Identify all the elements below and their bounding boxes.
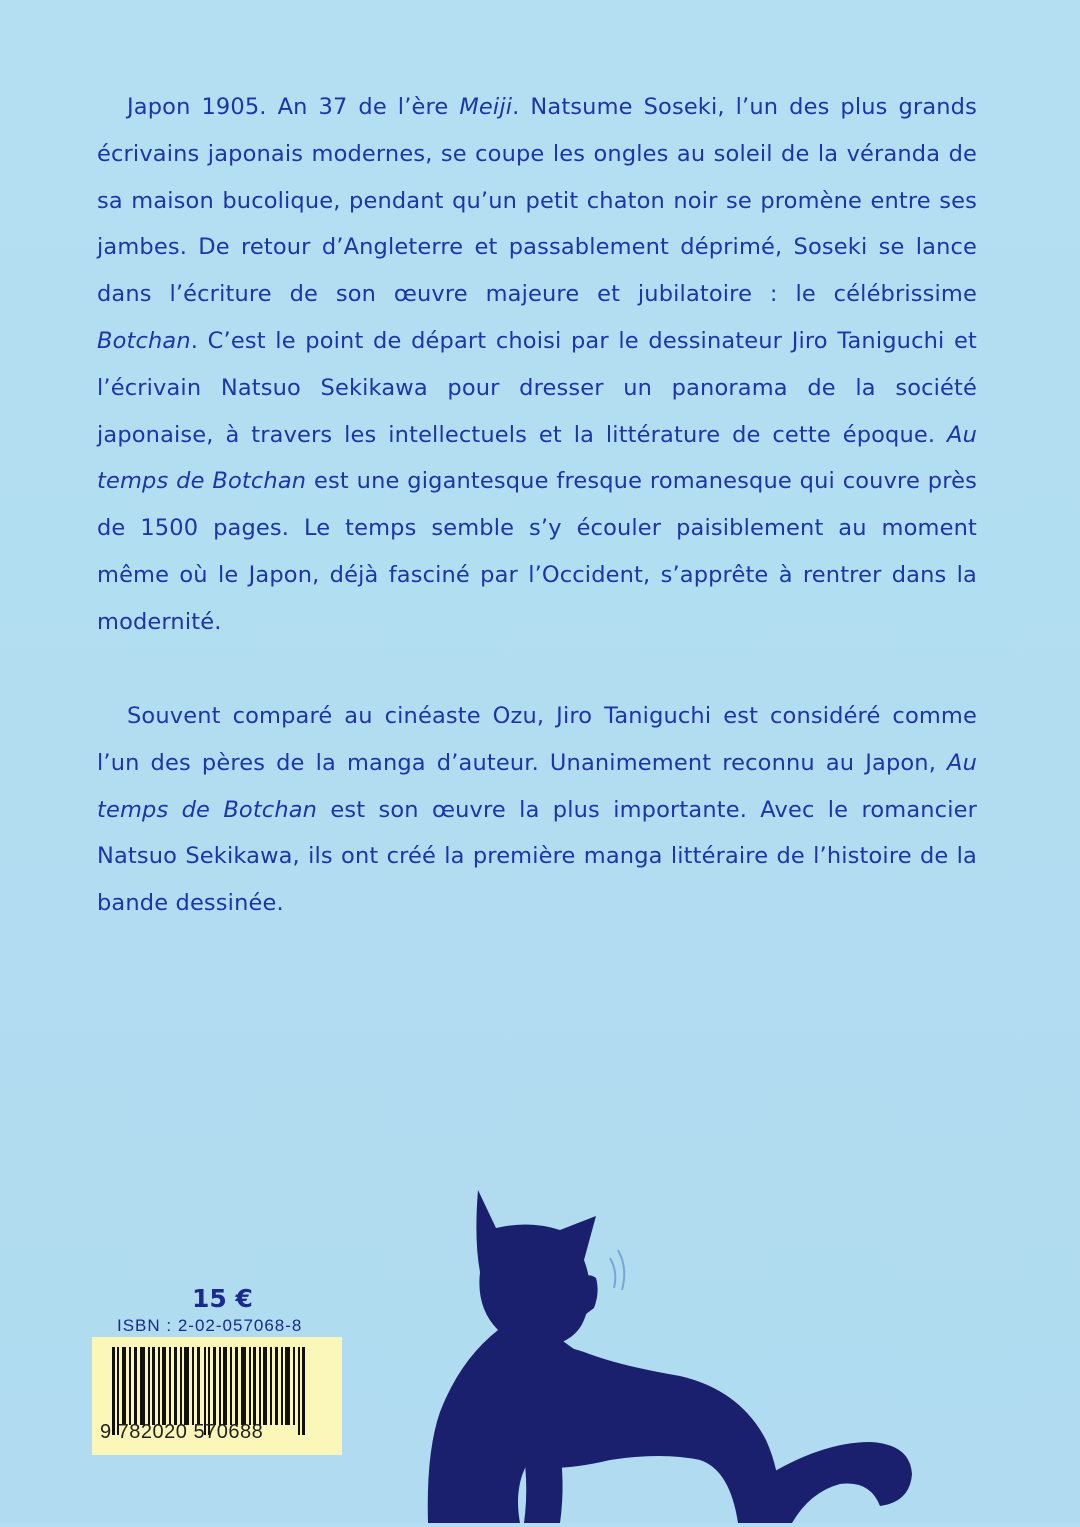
text-segment: . Natsume Soseki, l’un des plus grands écrivains japonais modernes, se coupe les ongles au soleil de la véranda de sa maison bucolique, pendant qu’un petit chaton noir se promène entre ses jambes. De retour d’Angleterre et passablement déprimé, Soseki se lance dans l’écriture de son œuvre majeure et jubilatoire : le célébrissime xyxy=(97,94,977,308)
text-segment: Japon 1905. An 37 de l’ère xyxy=(127,94,460,120)
book-title-italic: Au temps de Botchan xyxy=(97,749,977,823)
isbn-label: ISBN : 2-02-057068-8 xyxy=(117,1316,303,1335)
book-title-italic: Au temps de Botchan xyxy=(97,421,977,495)
text-segment: Souvent comparé au cinéaste Ozu, Jiro Taniguchi est considéré comme l’un des pères de la manga d’auteur. Unanimement reconnu au Japon, xyxy=(97,703,977,776)
italic-term: Meiji xyxy=(459,94,513,120)
cat-silhouette-icon xyxy=(400,1180,960,1527)
price-label: 15 € xyxy=(192,1284,253,1313)
text-segment: est une gigantesque fresque romanesque qui couvre près de 1500 pages. Le temps semble s’y écouler paisiblement au moment même où le Japon, déjà fasciné par l’Occident, s’apprête à rentrer dans la modernité. xyxy=(97,468,977,635)
text-segment: . C’est le point de départ choisi par le dessinateur Jiro Taniguchi et l’écrivain Natsuo Sekikawa pour dresser un panorama de la société japonaise, à travers les intellectuels et la littérature de cette époque. xyxy=(97,327,977,448)
synopsis-paragraph-2 xyxy=(97,693,977,927)
barcode-number: 9 782020 570688 xyxy=(100,1421,264,1443)
synopsis-paragraph-1 xyxy=(97,84,977,646)
text-segment: est son œuvre la plus importante. Avec le romancier Natsuo Sekikawa, ils ont créé la première manga littéraire de l’histoire de la bande dessinée. xyxy=(97,796,977,917)
book-title-italic: Botchan xyxy=(97,327,191,354)
